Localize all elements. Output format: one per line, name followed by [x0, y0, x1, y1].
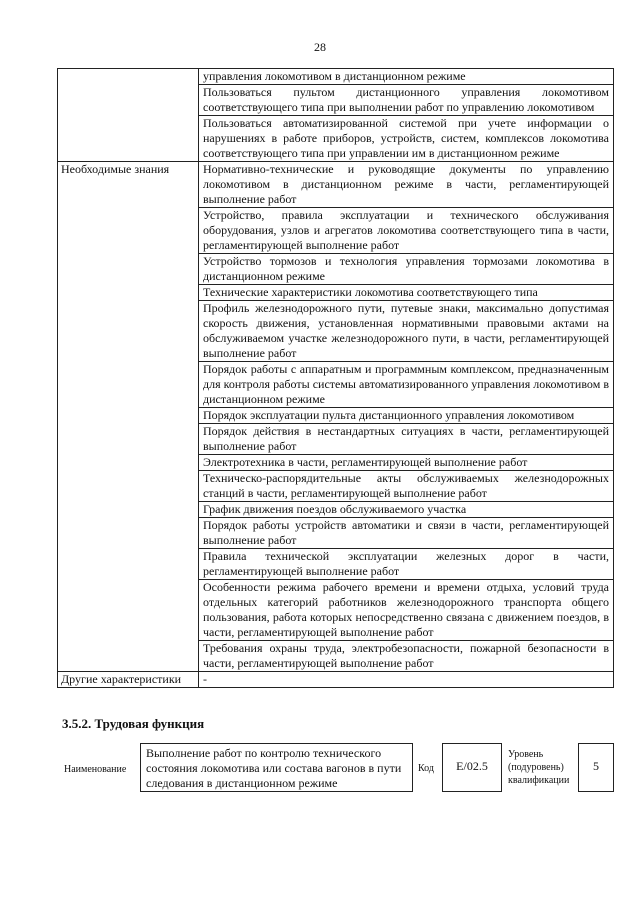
- page-number: 28: [314, 40, 326, 54]
- function-name-box: Выполнение работ по контролю технического состояния локомотива или состава вагонов в пути следования в дистанционном режиме: [140, 743, 413, 792]
- knowledge-table: [57, 68, 614, 688]
- row-text: Нормативно-технические и руководящие документы по управлению локомотивом в дистанционном режиме в части, регламентирующей выполнение работ: [199, 162, 614, 208]
- row-text: График движения поездов обслуживаемого участка: [199, 502, 614, 518]
- row-text: управления локомотивом в дистанционном режиме: [199, 69, 614, 85]
- section-title: 3.5.2. Трудовая функция: [62, 716, 205, 731]
- row-text: Пользоваться автоматизированной системой при учете информации о нарушениях в работе приборов, устройств, систем, комплексов локомотива соответствующего типа при управлении им в дистанционном режиме: [199, 116, 614, 162]
- row-text: Техническо-распорядительные акты обслуживаемых железнодорожных станций в части, регламентирующей выполнение работ: [199, 471, 614, 502]
- row-text: Пользоваться пультом дистанционного управления локомотивом соответствующего типа при выполнении работ по управлению локомотивом: [199, 85, 614, 116]
- table-row: [58, 672, 614, 688]
- row-text: Требования охраны труда, электробезопасности, пожарной безопасности в части, регламентирующей выполнение работ: [199, 641, 614, 672]
- row-text: Профиль железнодорожного пути, путевые знаки, максимально допустимая скорость движения, установленная нормативными правовыми актами на обслуживаемом участке железнодорожного пути, в части, регламентирующей выполнение работ: [199, 301, 614, 362]
- row-text: Особенности режима рабочего времени и времени отдыха, условий труда отдельных категорий работников железнодорожного транспорта общего пользования, работа которых непосредственно связана с движением поездов, в части, регламентирующей выполнение работ: [199, 580, 614, 641]
- row-text: Правила технической эксплуатации железных дорог в части, регламентирующей выполнение работ: [199, 549, 614, 580]
- code-box: E/02.5: [442, 743, 502, 792]
- row-text: Порядок действия в нестандартных ситуациях в части, регламентирующей выполнение работ: [199, 424, 614, 455]
- row-label: Необходимые знания: [58, 162, 199, 672]
- row-text: Порядок работы с аппаратным и программным комплексом, предназначенным для контроля работы системы автоматизированного управления локомотивом в дистанционном режиме: [199, 362, 614, 408]
- table-row: [58, 162, 614, 208]
- row-label: [58, 69, 199, 162]
- row-label: Другие характеристики: [58, 672, 199, 688]
- row-text: Порядок работы устройств автоматики и связи в части, регламентирующей выполнение работ: [199, 518, 614, 549]
- level-label: Уровень (подуровень) квалификации: [508, 749, 570, 786]
- row-text: Технические характеристики локомотива соответствующего типа: [199, 285, 614, 301]
- row-text: Устройство, правила эксплуатации и технического обслуживания оборудования, узлов и агрегатов локомотива соответствующего типа в части, регламентирующей выполнение работ: [199, 208, 614, 254]
- row-text: -: [199, 672, 614, 688]
- table-row: [58, 69, 614, 85]
- row-text: Устройство тормозов и технология управления тормозами локомотива в дистанционном режиме: [199, 254, 614, 285]
- row-text: Электротехника в части, регламентирующей выполнение работ: [199, 455, 614, 471]
- row-text: Порядок эксплуатации пульта дистанционного управления локомотивом: [199, 408, 614, 424]
- name-label: Наименование: [64, 764, 127, 775]
- code-label: Код: [418, 763, 434, 774]
- level-box: 5: [578, 743, 614, 792]
